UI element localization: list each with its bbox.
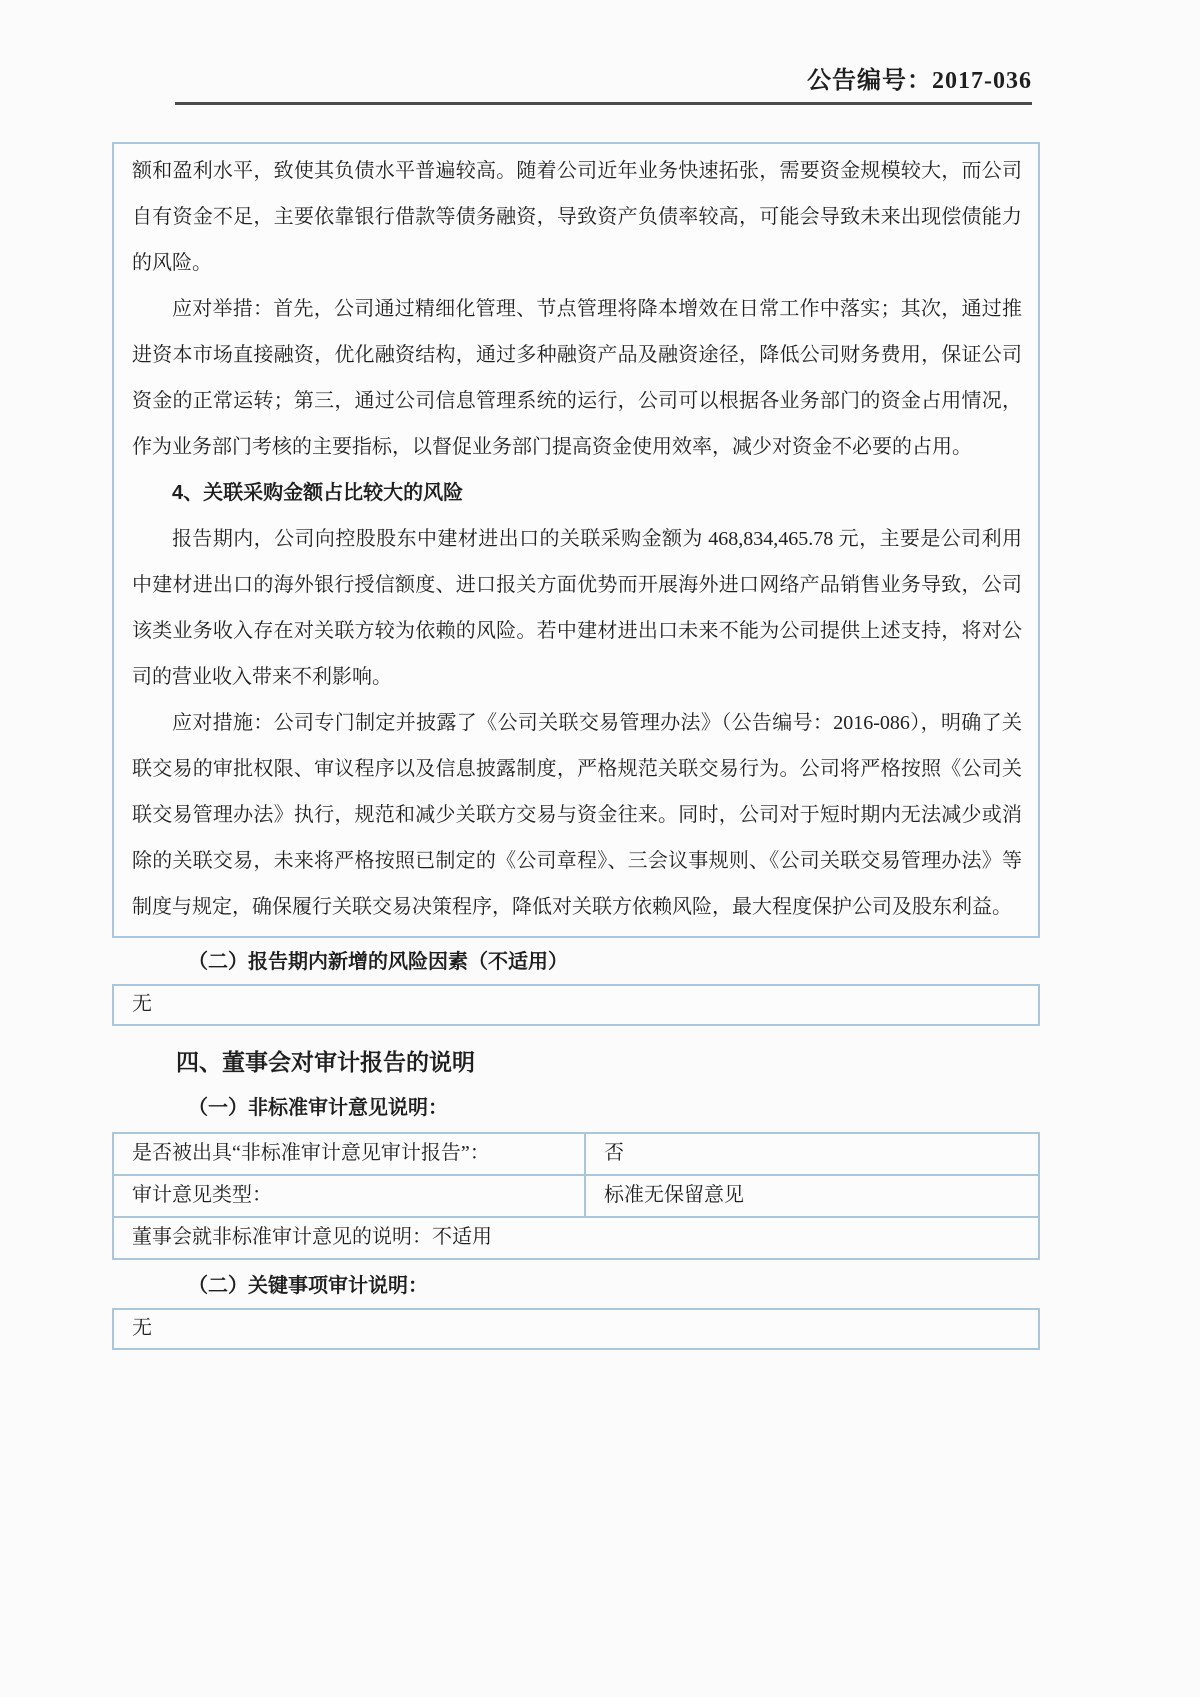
risk-continuation-paragraph: 额和盈利水平，致使其负债水平普遍较高。随着公司近年业务快速拓张，需要资金规模较大，而公司自有资金不足，主要依靠银行借款等债务融资，导致资产负债率较高，可能会导致未来出现偿债能力的风险。 [132, 160, 1022, 274]
new-risk-factors-content: 无 [132, 993, 152, 1015]
document-content [112, 142, 1040, 1350]
new-risk-factors-heading: （二）报告期内新增的风险因素（不适用） [188, 951, 568, 973]
table-note-row: 董事会就非标准审计意见的说明：不适用 [113, 1217, 1039, 1259]
announcement-number: 公告编号：2017-036 [807, 68, 1032, 94]
risk-measures-paragraph: 应对举措：首先，公司通过精细化管理、节点管理将降本增效在日常工作中落实；其次，通过推进资本市场直接融资，优化融资结构，通过多种融资产品及融资途径，降低公司财务费用，保证公司资金的正常运转；第三，通过公司信息管理系统的运行，公司可以根据各业务部门的资金占用情况，作为业务部门考核的主要指标，以督促业务部门提高资金使用效率，减少对资金不必要的占用。 [132, 298, 1022, 458]
table-cell-value: 标准无保留意见 [585, 1175, 1039, 1217]
table-row [113, 1217, 1039, 1259]
table-cell-value: 否 [585, 1133, 1039, 1175]
table-row [113, 1175, 1039, 1217]
risk-factors-box [112, 142, 1040, 938]
key-audit-matters-box [112, 1308, 1040, 1350]
audit-opinion-table [112, 1132, 1040, 1260]
key-audit-matters-heading: （二）关键事项审计说明： [188, 1275, 428, 1297]
board-audit-report-heading: 四、董事会对审计报告的说明 [176, 1049, 475, 1075]
non-standard-opinion-heading: （一）非标准审计意见说明： [188, 1097, 448, 1119]
new-risk-factors-box [112, 984, 1040, 1026]
table-cell-label: 审计意见类型： [113, 1175, 585, 1217]
related-purchase-paragraph: 报告期内，公司向控股股东中建材进出口的关联采购金额为 468,834,465.78 元，主要是公司利用中建材进出口的海外银行授信额度、进口报关方面优势而开展海外进口网络产品销售业务导致，公司该类业务收入存在对关联方较为依赖的风险。若中建材进出口未来不能为公司提供上述支持，将对公司的营业收入带来不利影响。 [132, 528, 1022, 688]
related-measures-paragraph: 应对措施：公司专门制定并披露了《公司关联交易管理办法》（公告编号：2016-086），明确了关联交易的审批权限、审议程序以及信息披露制度，严格规范关联交易行为。公司将严格按照《公司关联交易管理办法》执行，规范和减少关联方交易与资金往来。同时，公司对于短时期内无法减少或消除的关联交易，未来将严格按照已制定的《公司章程》、三会议事规则、《公司关联交易管理办法》等制度与规定，确保履行关联交易决策程序，降低对关联方依赖风险，最大程度保护公司及股东利益。 [132, 712, 1022, 918]
header-rule [175, 102, 1032, 105]
table-row [113, 1133, 1039, 1175]
key-audit-matters-content: 无 [132, 1317, 152, 1339]
related-purchase-risk-heading: 4、关联采购金额占比较大的风险 [172, 482, 464, 504]
table-cell-label: 是否被出具“非标准审计意见审计报告”： [113, 1133, 585, 1175]
